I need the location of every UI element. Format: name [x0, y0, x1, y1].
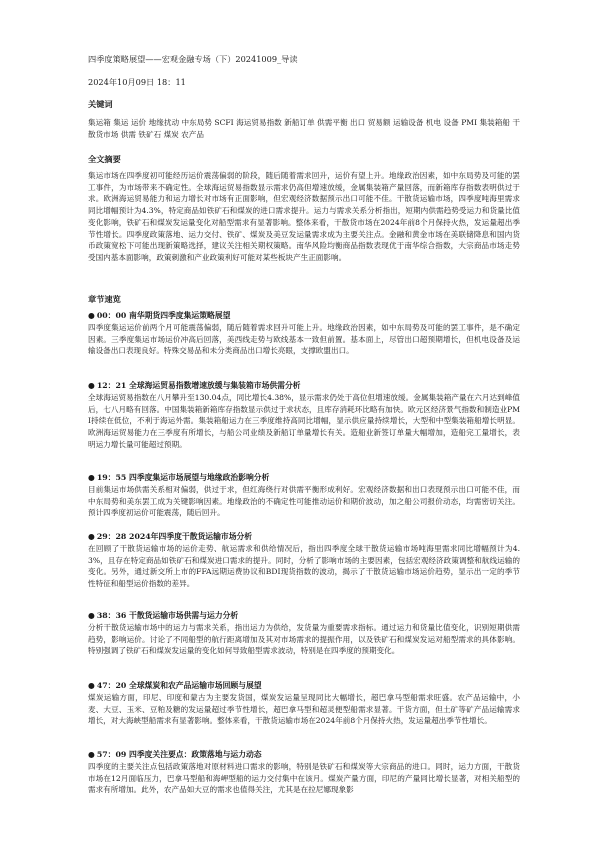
chapter-title-text: 00：00 南华期货四季度集运策略展望 — [96, 311, 231, 320]
chapter-body: 分析干散货运输市场中的运力与需求关系，指出运力为供给，发货量为重要需求指标。通过运力和货量比值变化，识别短期供需趋势，影响运价。讨论了不同船型的航行距离增加及其对市场需求的提振作用，以及铁矿石和煤炭发运对船型需求的具体影响。特别强调了铁矿石和煤炭发运量的变化如何导致船型需求波动，特别是在四季度的预期变化。 — [88, 623, 520, 656]
bullet-icon: ● — [88, 611, 95, 620]
summary-text: 集运市场在四季度初可能经历运价震荡偏弱的阶段，随后随着需求回升，运价有望上升。地缘政治因素，如中东局势及可能的罢工事件，为市场带来不确定性。全球海运贸易指数显示需求仍高但增速放缓，金属集装箱产量回落，而新箱库存指数表明供过于求。欧洲海运贸易能力和运力增长对市场有正面影响，但宏观经济数据预示出口可能不佳。干散货运输市场，四季度吨海里需求同比增幅预计为4.3%，特定商品如铁矿石和煤炭的进口需求提升。运力与需求关系分析指出，短期内供需趋势受运力和货量比值变化影响，铁矿石和煤炭发运量变化对船型需求有显著影响。整体来看，干散货市场在2024年前8个月保持火热，发运量超出季节性增长。四季度政策落地、运力交付、铁矿、煤炭及美豆发运量需求成为主要关注点。金融和黄金市场在美联储降息和国内货币政策宽松下可能出现新策略选择，建议关注相关期权策略。南华风险均衡商品指数表现优于南华综合指数，大宗商品市场走势受国内基本面影响，政策刺激和产业政策利好可能对某些板块产生正面影响。 — [88, 171, 520, 262]
chapter-title-text: 47：20 全球煤炭和农产品运输市场回顾与展望 — [96, 681, 262, 690]
chapter-title[interactable] — [88, 531, 520, 543]
bullet-icon: ● — [88, 311, 95, 320]
chapter-body: 全球海运贸易指数在八月攀升至130.04点，同比增长4.38%，显示需求仍处于高位但增速放缓。金属集装箱产量在六月达到峰值后，七八月略有回落。中国集装箱新箱库存指数显示供过于求状态，且库存消耗环比略有加快。欧元区经济景气指数和制造业PMI持续在低位，不利于海运外需。集装箱船运力在三季度维持高同比增幅，显示供应量持续增长，大型和中型集装箱船增长明显。欧洲海运贸易能力在三季度有所增长，与船公司业绩及新船订单量增长有关。造船业新签订单量大幅增加，造船完工量增长，表明运力增长量可能超过预期。 — [88, 393, 520, 449]
chapter-item — [88, 310, 520, 357]
chapter-body: 在回顾了干散货运输市场的运价走势、航运需求和供给情况后，指出四季度全球干散货运输市场吨海里需求同比增幅预计为4.3%，且存在特定商品如铁矿石和煤炭进口需求的提升。同时，分析了影响市场的主要因素，包括宏观经济政策调整和航线运输的变化。另外，通过新交所上市的FFA远期运费协议和BDI现货指数的波动，揭示了干散货运输市场运价趋势，显示出一定的季节性特征和船型运价指数的差异。 — [88, 544, 520, 589]
document-title: 四季度策略展望——宏观金融专场（下）20241009_导读 — [88, 54, 298, 64]
chapter-title-text: 57：09 四季度关注要点：政策落地与运力动态 — [96, 750, 262, 759]
chapter-item — [88, 380, 520, 451]
keywords-heading: 关键词 — [88, 99, 113, 109]
chapter-item — [88, 749, 520, 796]
chapter-item — [88, 472, 520, 519]
chapter-body: 四季度的主要关注点包括政策落地对原材料进口需求的影响，特别是铁矿石和煤炭等大宗商品的进口。同时，运力方面，干散货市场在12月面临压力，巴拿马型船和海岬型船的运力交付集中在该月。煤炭产量方面，印尼的产量同比增长显著，对相关船型的需求有所增加。此外，农产品如大豆的需求也值得关注，尤其是在拉尼娜现象影 — [88, 762, 520, 795]
chapter-title-text: 19：55 四季度集运市场展望与地缘政治影响分析 — [96, 473, 270, 482]
bullet-icon: ● — [88, 473, 95, 482]
chapter-title[interactable] — [88, 610, 520, 622]
chapters-heading: 章节速览 — [88, 294, 121, 304]
chapter-item — [88, 610, 520, 657]
bullet-icon: ● — [88, 750, 95, 759]
chapter-item — [88, 680, 520, 727]
bullet-icon: ● — [88, 681, 95, 690]
chapter-body: 煤炭运输方面，印尼、印度和蒙古为主要发货国，煤炭发运量呈现同比大幅增长，超巴拿马型船需求旺盛。农产品运输中，小麦、大豆、玉米、豆粕及糖的发运量超过季节性增长，超巴拿马型和超灵便型船需求显著。干货方面，但土矿等矿产品运输需求增长，对大海峡型船需求有显著影响。整体来看，干散货运输市场在2024年前8个月保持火热，发运量超出季节性增长。 — [88, 693, 520, 726]
summary-heading: 全文摘要 — [88, 154, 121, 164]
chapter-title[interactable] — [88, 749, 520, 761]
bullet-icon: ● — [88, 381, 95, 390]
document-datetime: 2024年10月09日 18：11 — [88, 77, 186, 87]
chapter-title[interactable] — [88, 310, 520, 322]
chapter-body: 四季度集运运价前两个月可能震荡偏弱，随后随着需求回升可能上升。地缘政治因素，如中东局势及可能的罢工事件，是不确定因素。三季度集运市场运价冲高后回落，美西线走势与欧线基本一致但前置。基本面上，尽管出口超预期增长，但机电设备及运输设备出口表现良好。特殊交易品和未分类商品出口增长亮眼，支撑欧盟出口。 — [88, 323, 520, 356]
chapter-title[interactable] — [88, 472, 520, 484]
chapter-title-text: 38：36 干散货运输市场供需与运力分析 — [96, 611, 239, 620]
chapter-title-text: 12：21 全球海运贸易指数增速放缓与集装箱市场供需分析 — [96, 381, 301, 390]
keywords-text: 集运箱 集运 运价 地缘扰动 中东局势 SCFI 海运贸易指数 新船订单 供需平衡 出口 贸易额 运输设备 机电 设备 PMI 集装箱船 干散货市场 供需 铁矿石 煤炭 农产品 — [88, 118, 520, 139]
chapter-title[interactable] — [88, 680, 520, 692]
chapter-item — [88, 531, 520, 590]
bullet-icon: ● — [88, 532, 95, 541]
chapter-body: 目前集运市场供需关系相对偏弱，供过于求，但红海绕行对供需平衡形成利好。宏观经济数据和出口表现预示出口可能不佳，而中东局势和美东罢工成为关键影响因素。地缘政治的不确定性可能推动运价和期价波动，加之船公司报价动态，均需密切关注。预计四季度初运价可能震荡，随后回升。 — [88, 485, 520, 518]
chapter-title[interactable] — [88, 380, 520, 392]
chapter-title-text: 29：28 2024年四季度干散货运输市场分析 — [96, 532, 253, 541]
